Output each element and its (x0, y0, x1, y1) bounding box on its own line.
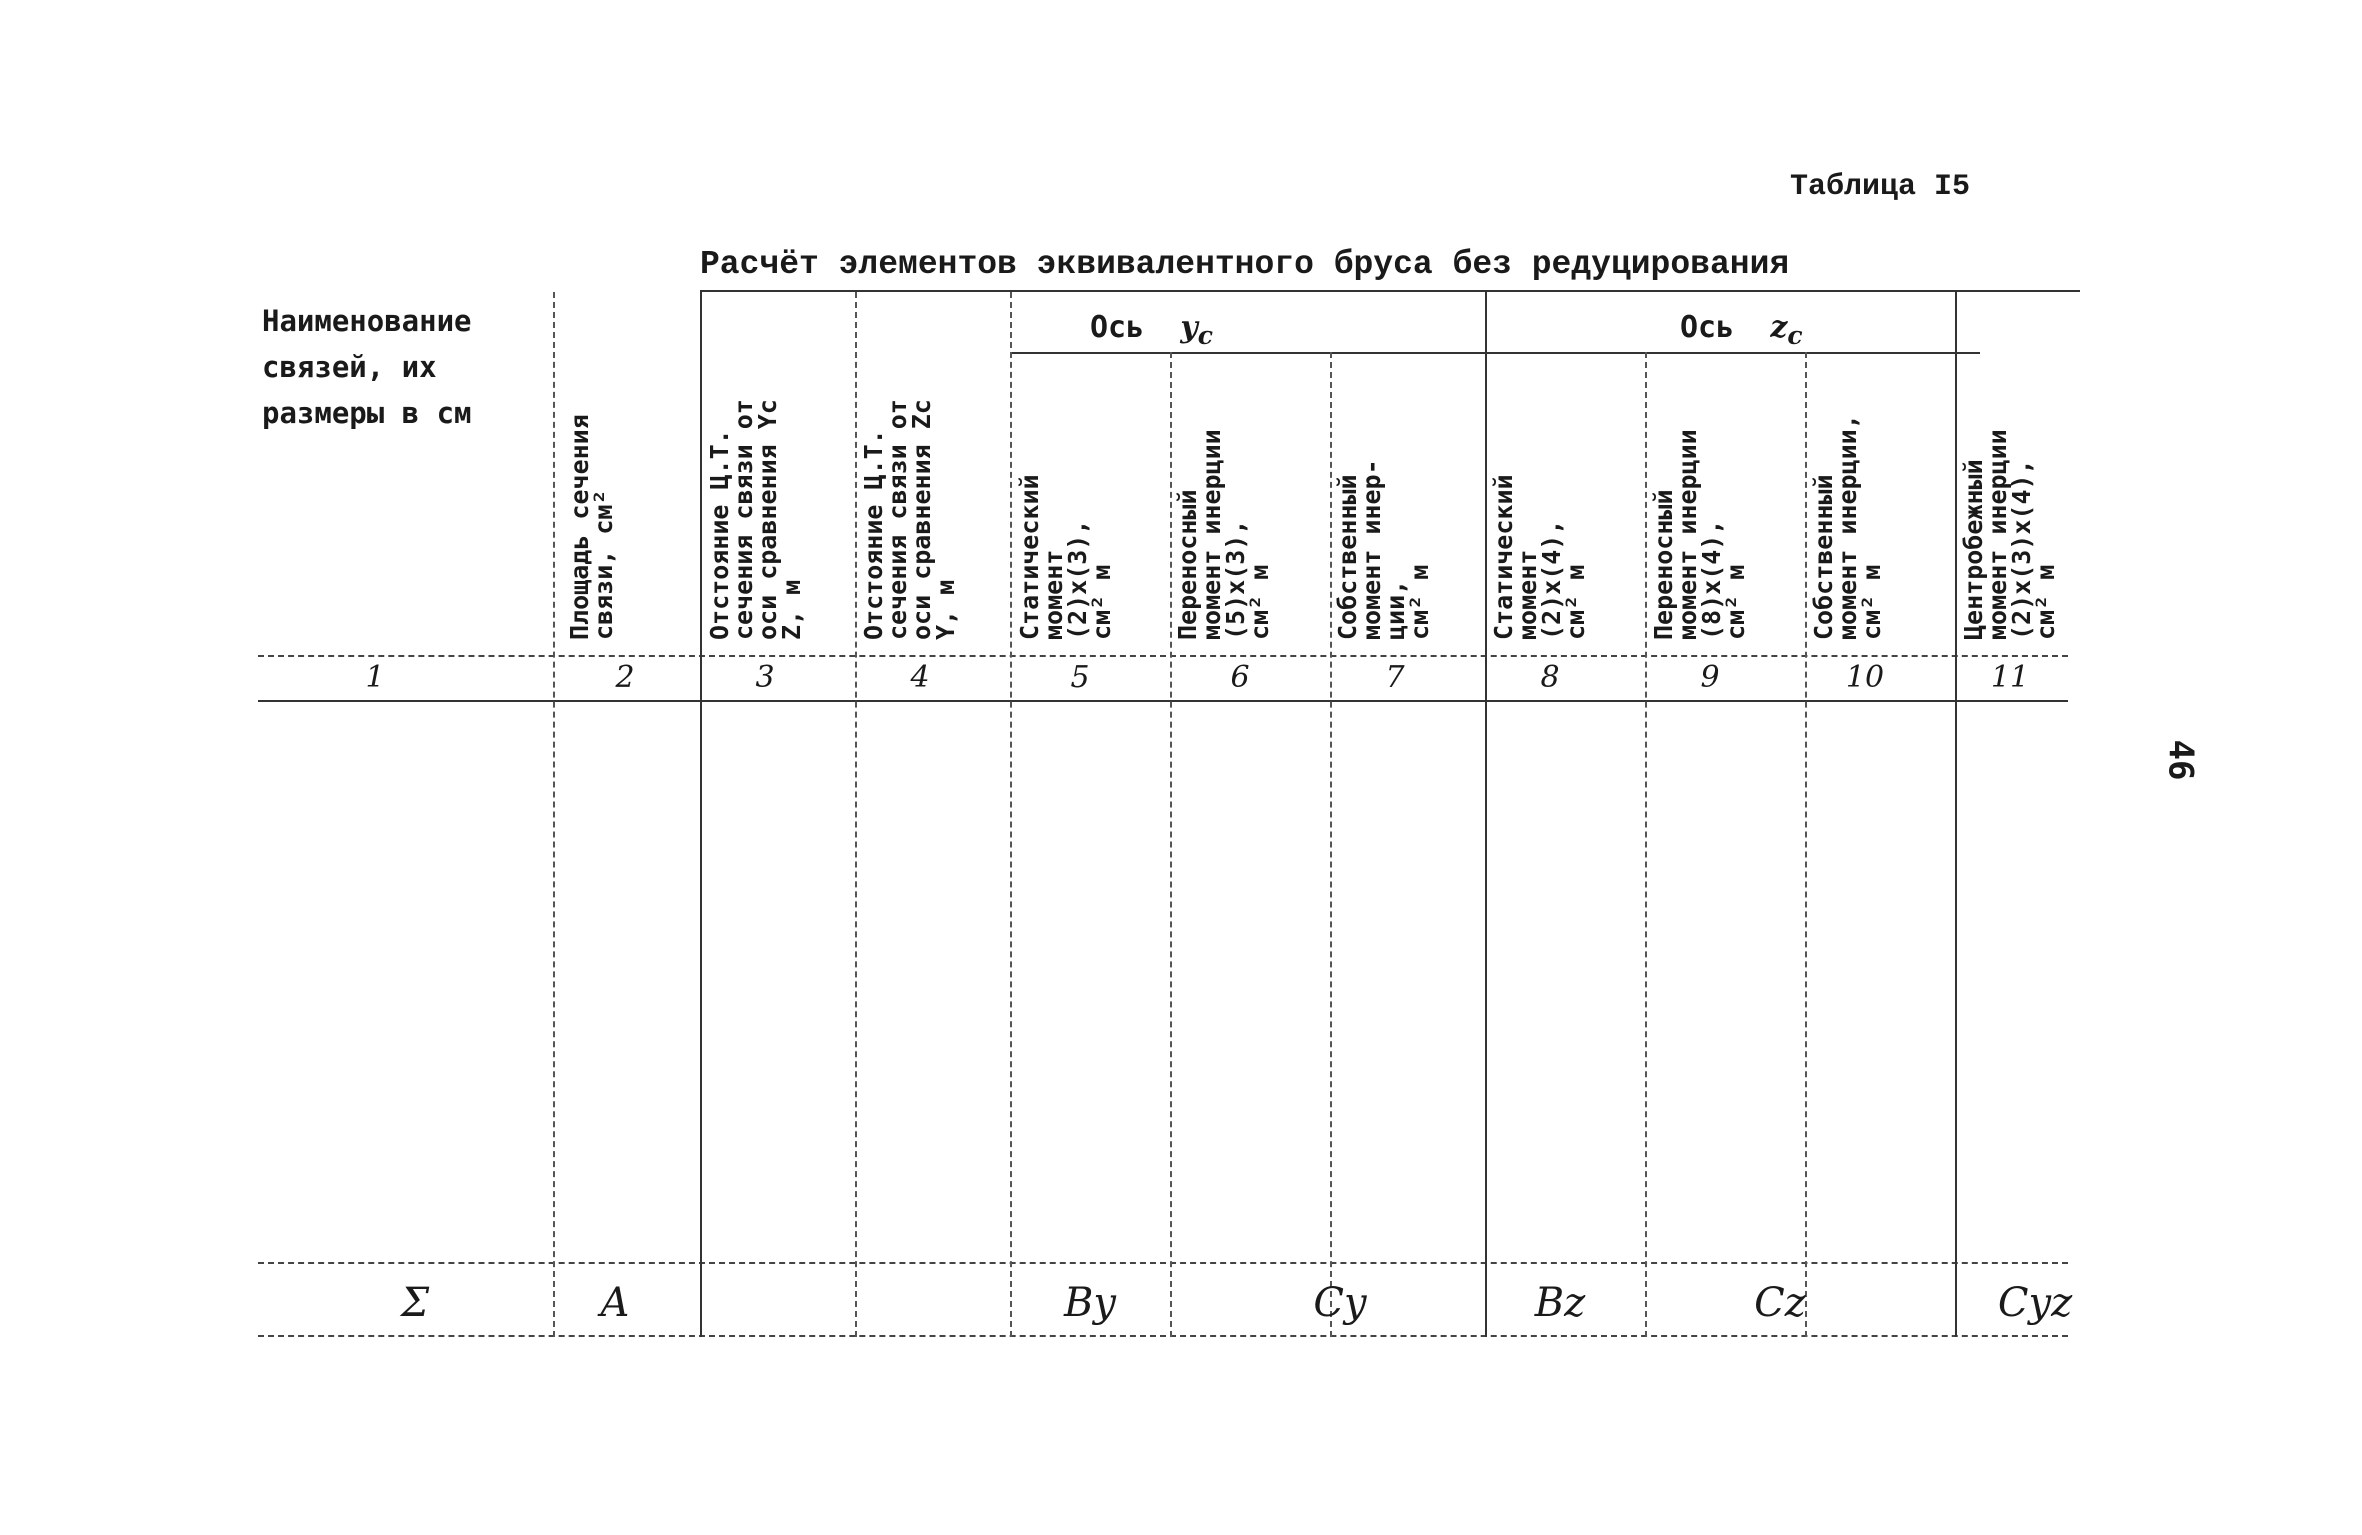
sum-cell-cz: Cz (1754, 1280, 1806, 1326)
axis-group-divider-line (1010, 352, 1980, 354)
col-number: 10 (1845, 660, 1885, 695)
table-bottom-line (258, 1335, 2068, 1337)
table-title: Расчёт элементов эквивалентного бруса без редуцирования (700, 246, 1790, 283)
col-header-3: Отстояние Ц.Т. сечения связи от оси сравнения Yc Z, м (705, 399, 806, 640)
col-number: 5 (1070, 660, 1090, 695)
sum-cell-by: By (1064, 1280, 1116, 1326)
col-divider (1805, 352, 1807, 1337)
col-number: 4 (910, 660, 930, 695)
col-number: 9 (1700, 660, 1720, 695)
col-number: 2 (615, 660, 635, 695)
sum-symbol: Σ (400, 1280, 430, 1326)
sum-top-line (258, 1262, 2068, 1264)
col-divider (1170, 352, 1172, 1337)
row-header-name: Наименование связей, их размеры в см (262, 304, 472, 430)
col-divider (553, 292, 555, 1337)
col-header-10: Собственный момент инерции, см² м (1809, 414, 1886, 640)
sum-cell-cy: Cy (1313, 1280, 1367, 1326)
col-header-5: Статический момент (2)x(3), см² м (1015, 474, 1116, 640)
col-number: 1 (365, 660, 385, 695)
col-header-11: Центробежный момент инерции (2)x(3)x(4), см² м (1959, 429, 2060, 640)
sum-cell-cyz: Cyz (1997, 1280, 2073, 1326)
col-header-8: Статический момент (2)x(4), см² м (1489, 474, 1590, 640)
col-header-4: Отстояние Ц.Т. сечения связи от оси сравнения Zc Y, м (859, 399, 960, 640)
col-divider (1485, 292, 1487, 1337)
col-header-9: Переносный момент инерции (8)x(4), см² м (1649, 429, 1750, 640)
axis-yc-label: Ось $y_c$ (1090, 310, 1213, 350)
col-divider (1010, 292, 1012, 1337)
col-divider (855, 292, 857, 1337)
axis-zc-label: Ось $z_c$ (1680, 310, 1803, 350)
col-header-7: Собственный момент инер- ции, см² м (1333, 459, 1434, 640)
col-number: 3 (755, 660, 775, 695)
col-number: 11 (1990, 660, 2030, 695)
col-number: 6 (1230, 660, 1250, 695)
table-number: Таблица I5 (1790, 170, 1971, 204)
col-divider (1330, 352, 1332, 1337)
sum-cell-bz: Bz (1534, 1280, 1586, 1326)
header-bottom-line (258, 655, 2068, 657)
col-divider (700, 292, 702, 1337)
col-header-6: Переносный момент инерции (5)x(3), см² м (1173, 429, 1274, 640)
col-header-2: Площадь сечения связи, см² (565, 414, 618, 640)
col-divider (1645, 352, 1647, 1337)
col-number: 8 (1540, 660, 1560, 695)
sum-cell-area: A (600, 1280, 630, 1326)
col-divider (1955, 292, 1957, 1337)
page-number: 46 (2160, 739, 2201, 781)
numbers-bottom-line (258, 700, 2068, 702)
table-top-border (700, 290, 2080, 292)
col-number: 7 (1385, 660, 1405, 695)
